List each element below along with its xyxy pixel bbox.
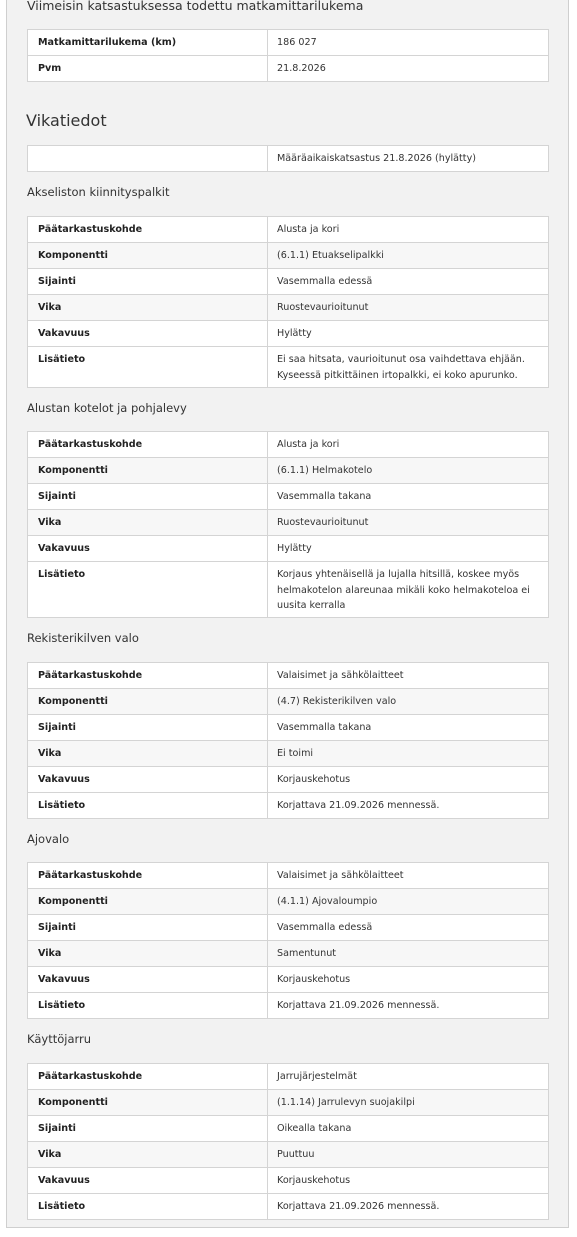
row-value: Hylätty xyxy=(268,536,549,562)
fault-table xyxy=(27,862,549,1019)
odometer-table xyxy=(27,29,549,82)
table-row xyxy=(28,458,549,484)
section-title: Alustan kotelot ja pohjalevy xyxy=(27,401,187,415)
date-label: Pvm xyxy=(28,56,268,82)
table-row xyxy=(28,663,549,689)
row-label: Komponentti xyxy=(28,1090,268,1116)
section-title: Akseliston kiinnityspalkit xyxy=(27,185,170,199)
row-label: Vakavuus xyxy=(28,1168,268,1194)
table-row xyxy=(28,347,549,388)
row-value: Ruostevaurioitunut xyxy=(268,295,549,321)
row-label: Vakavuus xyxy=(28,767,268,793)
table-row xyxy=(28,269,549,295)
odometer-label: Matkamittarilukema (km) xyxy=(28,30,268,56)
row-value: Korjattava 21.09.2026 mennessä. xyxy=(268,993,549,1019)
row-value: Vasemmalla takana xyxy=(268,484,549,510)
table-row xyxy=(28,1090,549,1116)
inspection-table xyxy=(27,145,549,172)
section-title: Käyttöjarru xyxy=(27,1032,92,1046)
row-value: (4.1.1) Ajovaloumpio xyxy=(268,889,549,915)
row-label: Vika xyxy=(28,295,268,321)
fault-table xyxy=(27,216,549,388)
row-label: Sijainti xyxy=(28,484,268,510)
table-row xyxy=(28,432,549,458)
table-row xyxy=(28,30,549,56)
row-value: Korjattava 21.09.2026 mennessä. xyxy=(268,1194,549,1220)
row-value: Ei toimi xyxy=(268,741,549,767)
row-label: Komponentti xyxy=(28,243,268,269)
row-label: Komponentti xyxy=(28,458,268,484)
table-row xyxy=(28,146,549,172)
table-row xyxy=(28,484,549,510)
table-row xyxy=(28,321,549,347)
row-value: Jarrujärjestelmät xyxy=(268,1064,549,1090)
table-row xyxy=(28,536,549,562)
row-value: Alusta ja kori xyxy=(268,217,549,243)
table-row xyxy=(28,1142,549,1168)
table-row xyxy=(28,1194,549,1220)
row-label: Vika xyxy=(28,741,268,767)
row-value: Samentunut xyxy=(268,941,549,967)
inspection-value: Määräaikaiskatsastus 21.8.2026 (hylätty) xyxy=(268,146,549,172)
table-row xyxy=(28,993,549,1019)
row-value: Korjaus yhtenäisellä ja lujalla hitsillä, koskee myös helmakotelon alareunaa mikäli koko helmakoteloa ei uusita kerralla xyxy=(268,562,549,618)
row-label: Komponentti xyxy=(28,889,268,915)
row-label: Lisätieto xyxy=(28,1194,268,1220)
odometer-value: 186 027 xyxy=(268,30,549,56)
table-row xyxy=(28,510,549,536)
table-row xyxy=(28,689,549,715)
table-row xyxy=(28,56,549,82)
row-label: Komponentti xyxy=(28,689,268,715)
table-row xyxy=(28,915,549,941)
table-row xyxy=(28,889,549,915)
row-value: (6.1.1) Helmakotelo xyxy=(268,458,549,484)
row-value: Korjattava 21.09.2026 mennessä. xyxy=(268,793,549,819)
row-value: Ruostevaurioitunut xyxy=(268,510,549,536)
fault-table xyxy=(27,662,549,819)
row-value: Hylätty xyxy=(268,321,549,347)
table-row xyxy=(28,295,549,321)
row-label: Päätarkastuskohde xyxy=(28,217,268,243)
row-label: Vika xyxy=(28,510,268,536)
row-label: Vakavuus xyxy=(28,536,268,562)
table-row xyxy=(28,793,549,819)
table-row xyxy=(28,941,549,967)
section-title: Ajovalo xyxy=(27,832,70,846)
row-value: Korjauskehotus xyxy=(268,1168,549,1194)
table-row xyxy=(28,562,549,618)
table-row xyxy=(28,1064,549,1090)
row-label: Päätarkastuskohde xyxy=(28,663,268,689)
section-title: Rekisterikilven valo xyxy=(27,631,139,645)
row-value: Vasemmalla edessä xyxy=(268,269,549,295)
fault-table xyxy=(27,1063,549,1220)
row-value: Valaisimet ja sähkölaitteet xyxy=(268,863,549,889)
row-label: Päätarkastuskohde xyxy=(28,432,268,458)
row-label: Sijainti xyxy=(28,915,268,941)
row-label: Vakavuus xyxy=(28,321,268,347)
row-label: Lisätieto xyxy=(28,793,268,819)
row-value: (4.7) Rekisterikilven valo xyxy=(268,689,549,715)
row-value: Vasemmalla takana xyxy=(268,715,549,741)
table-row xyxy=(28,715,549,741)
row-label: Päätarkastuskohde xyxy=(28,863,268,889)
table-row xyxy=(28,741,549,767)
table-row xyxy=(28,863,549,889)
row-value: (6.1.1) Etuakselipalkki xyxy=(268,243,549,269)
row-label: Vakavuus xyxy=(28,967,268,993)
row-label: Vika xyxy=(28,941,268,967)
row-label: Lisätieto xyxy=(28,562,268,618)
table-row xyxy=(28,217,549,243)
table-row xyxy=(28,1116,549,1142)
inspection-label xyxy=(28,146,268,172)
row-value: Korjauskehotus xyxy=(268,767,549,793)
row-value: (1.1.14) Jarrulevyn suojakilpi xyxy=(268,1090,549,1116)
table-row xyxy=(28,967,549,993)
row-value: Ei saa hitsata, vaurioitunut osa vaihdettava ehjään. Kyseessä pitkittäinen irtopalkki, ei koko apurunko. xyxy=(268,347,549,388)
fault-table xyxy=(27,431,549,618)
row-label: Vika xyxy=(28,1142,268,1168)
table-row xyxy=(28,1168,549,1194)
row-label: Sijainti xyxy=(28,269,268,295)
row-value: Puuttuu xyxy=(268,1142,549,1168)
row-value: Vasemmalla edessä xyxy=(268,915,549,941)
odometer-heading: Viimeisin katsastuksessa todettu matkamittarilukema xyxy=(27,0,364,13)
row-label: Sijainti xyxy=(28,1116,268,1142)
table-row xyxy=(28,767,549,793)
row-label: Lisätieto xyxy=(28,347,268,388)
row-label: Sijainti xyxy=(28,715,268,741)
row-value: Alusta ja kori xyxy=(268,432,549,458)
row-value: Valaisimet ja sähkölaitteet xyxy=(268,663,549,689)
table-row xyxy=(28,243,549,269)
date-value: 21.8.2026 xyxy=(268,56,549,82)
row-label: Päätarkastuskohde xyxy=(28,1064,268,1090)
row-value: Korjauskehotus xyxy=(268,967,549,993)
faults-heading: Vikatiedot xyxy=(26,111,107,130)
row-value: Oikealla takana xyxy=(268,1116,549,1142)
row-label: Lisätieto xyxy=(28,993,268,1019)
